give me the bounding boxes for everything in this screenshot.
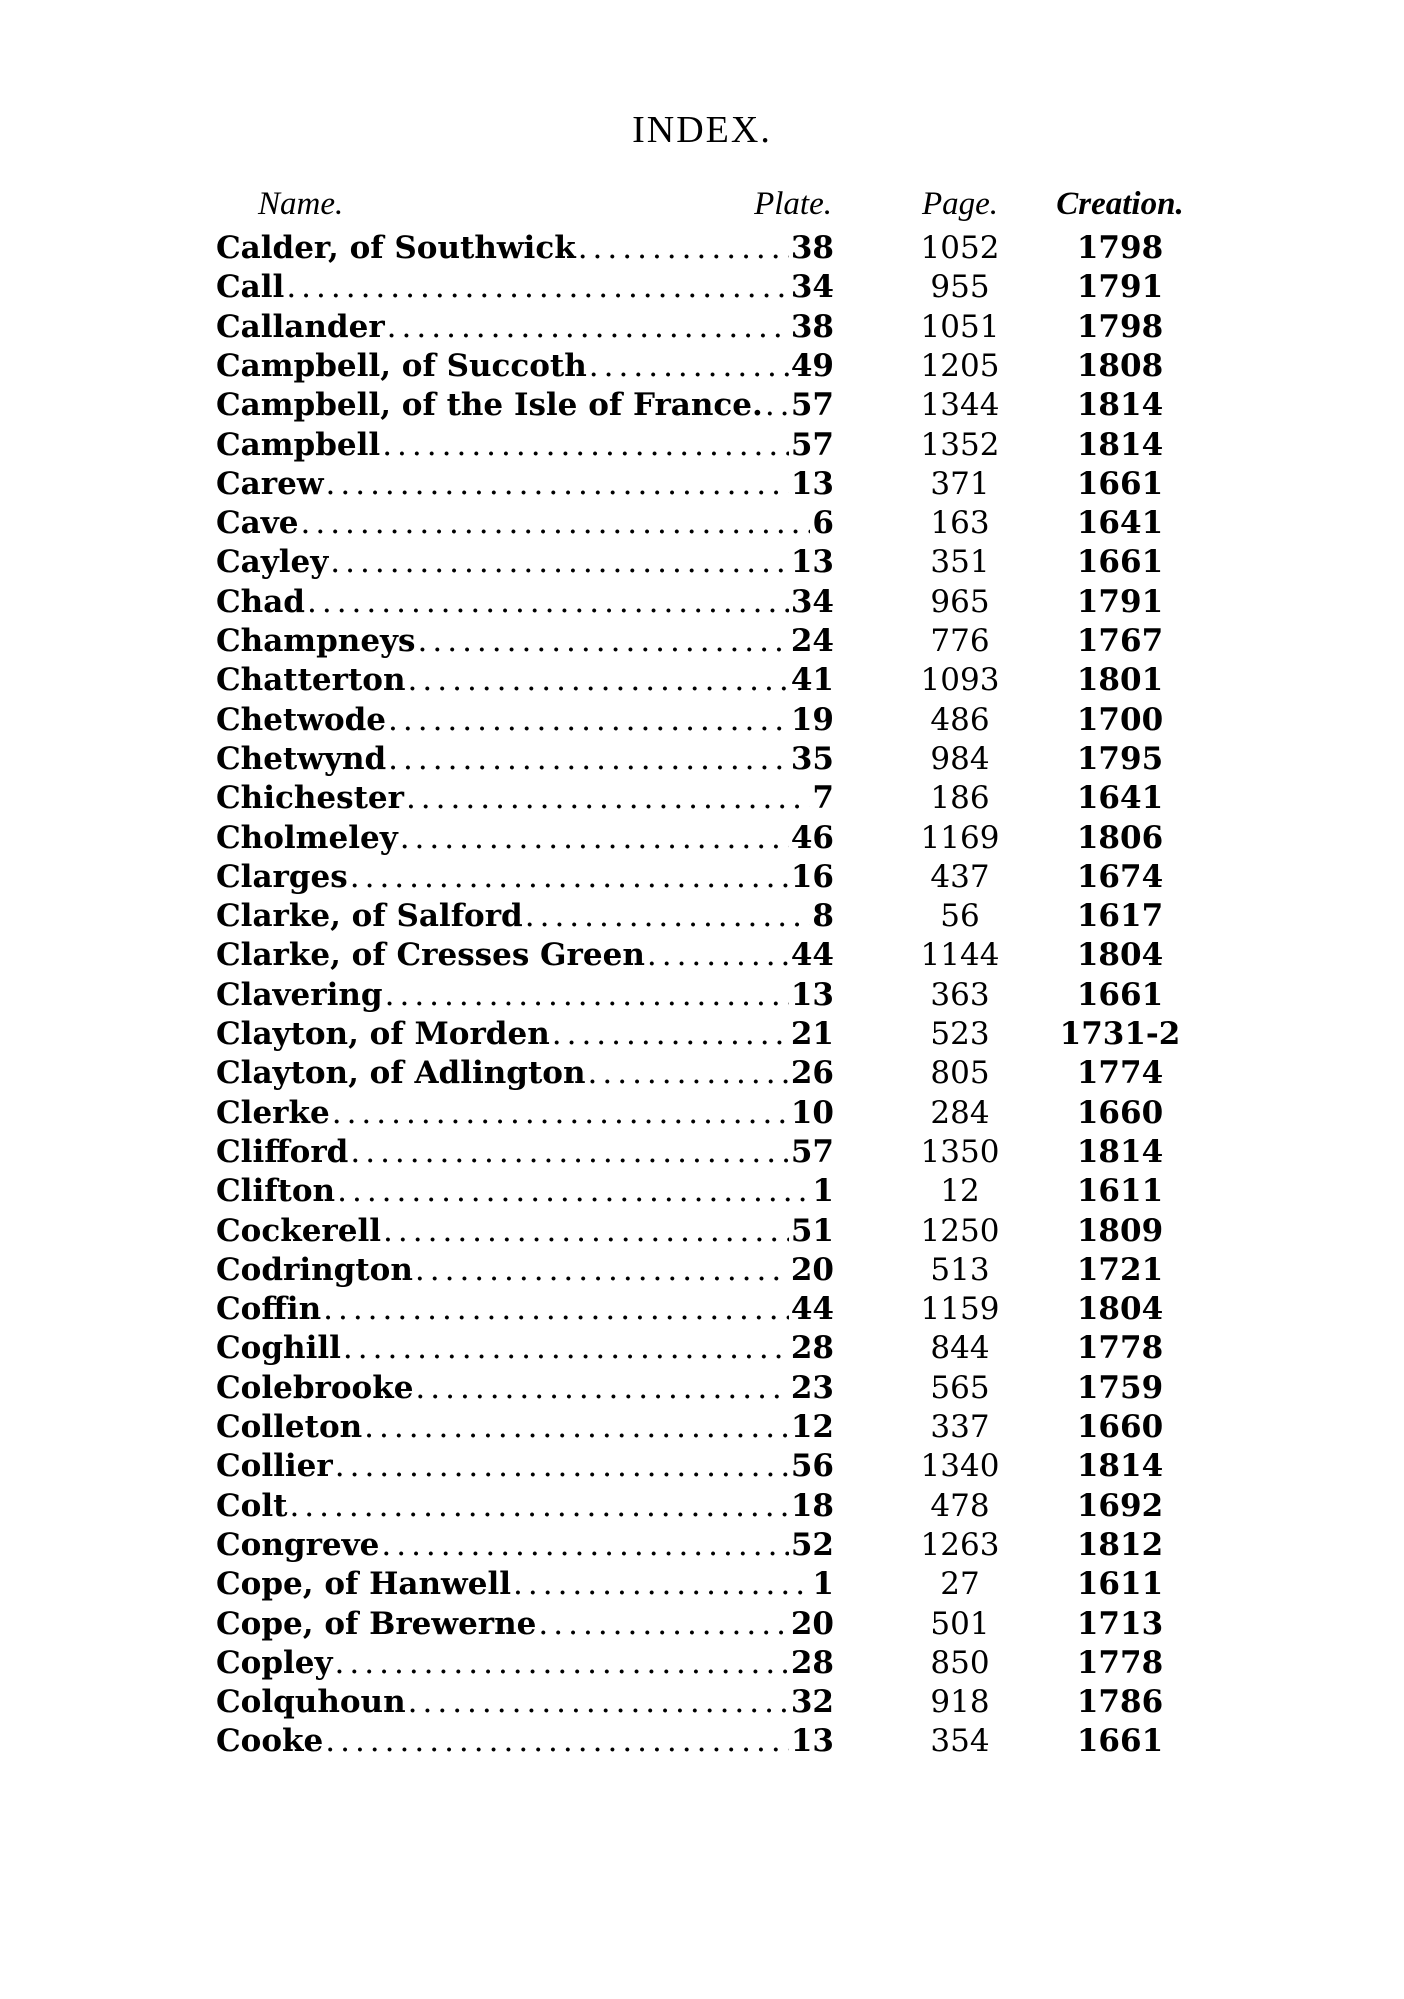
dot-leader	[415, 1368, 788, 1408]
entry-plate: 51	[790, 1212, 834, 1249]
index-row	[0, 975, 1404, 1015]
entry-creation: 1804	[1076, 1291, 1164, 1328]
entry-page: 965	[930, 583, 990, 620]
entry-plate: 28	[790, 1330, 834, 1367]
entry-plate: 18	[790, 1487, 834, 1524]
entry-name: Clarges	[216, 858, 348, 895]
entry-creation: 1661	[1076, 465, 1164, 502]
entry-page: 955	[930, 269, 990, 306]
dot-leader	[388, 700, 789, 740]
entry-creation: 1721	[1076, 1251, 1164, 1288]
entry-name: Cockerell	[216, 1212, 382, 1249]
index-row	[0, 307, 1404, 347]
index-row	[0, 425, 1404, 465]
index-row	[0, 1093, 1404, 1133]
entry-plate: 57	[790, 426, 834, 463]
entry-name: Calder, of Southwick	[216, 230, 576, 266]
dot-leader	[552, 1014, 789, 1054]
entry-name: Chad	[216, 583, 305, 620]
index-row	[0, 464, 1404, 504]
index-row	[0, 1328, 1404, 1368]
entry-plate: 46	[790, 819, 834, 856]
entry-creation: 1692	[1076, 1487, 1164, 1524]
entry-page: 805	[930, 1055, 990, 1092]
index-row	[0, 1250, 1404, 1290]
entry-creation: 1617	[1076, 898, 1164, 935]
entry-plate: 13	[790, 544, 834, 581]
entry-creation: 1641	[1076, 505, 1164, 542]
index-row	[0, 1604, 1404, 1644]
index-row	[0, 503, 1404, 543]
entry-creation: 1641	[1076, 780, 1164, 817]
entry-plate: 19	[790, 701, 834, 738]
entry-name: Clerke	[216, 1094, 330, 1131]
index-row	[0, 621, 1404, 661]
entry-page: 1052	[920, 230, 1000, 266]
entry-creation: 1713	[1076, 1605, 1164, 1642]
dot-leader	[513, 1564, 810, 1604]
entry-page: 1093	[920, 662, 1000, 699]
entry-page: 363	[930, 976, 990, 1013]
index-row	[0, 1171, 1404, 1211]
index-row	[0, 739, 1404, 779]
entry-name-and-plate	[216, 1053, 834, 1093]
entry-name-and-plate	[216, 1682, 834, 1722]
entry-name: Clifford	[216, 1133, 349, 1170]
entry-name-and-plate	[216, 425, 834, 465]
index-row	[0, 1289, 1404, 1329]
entry-name: Colt	[216, 1487, 288, 1524]
entry-name: Cope, of Hanwell	[216, 1566, 512, 1603]
entry-creation: 1731-2	[1059, 1016, 1181, 1052]
entry-creation: 1791	[1076, 583, 1164, 620]
column-header-plate: Plate.	[754, 186, 832, 222]
entry-page: 56	[940, 898, 980, 935]
dot-leader	[337, 1171, 810, 1211]
entry-name-and-plate	[216, 1564, 834, 1604]
entry-name: Chatterton	[216, 662, 406, 699]
index-row	[0, 1643, 1404, 1683]
entry-plate: 57	[790, 1133, 834, 1170]
entry-name: Cooke	[216, 1723, 324, 1760]
dot-leader	[589, 346, 789, 386]
entry-page: 163	[930, 505, 990, 542]
entry-page: 1051	[920, 308, 1000, 345]
entry-name: Champneys	[216, 623, 416, 659]
entry-creation: 1814	[1076, 1133, 1164, 1170]
entry-name: Coffin	[216, 1291, 322, 1328]
index-row	[0, 1721, 1404, 1761]
entry-name: Cayley	[216, 544, 329, 581]
entry-plate: 34	[790, 269, 834, 306]
entry-creation: 1660	[1076, 1094, 1164, 1131]
entry-name: Colebrooke	[216, 1369, 414, 1406]
entry-page: 27	[940, 1566, 980, 1603]
entry-plate: 6	[812, 505, 834, 542]
entry-creation: 1814	[1076, 1448, 1164, 1485]
dot-leader	[343, 1328, 789, 1368]
entry-page: 501	[930, 1605, 990, 1642]
entry-creation: 1801	[1076, 662, 1164, 699]
entry-page: 1250	[920, 1212, 1000, 1249]
entry-name-and-plate	[216, 621, 834, 661]
entry-creation: 1806	[1076, 819, 1164, 856]
entry-plate: 52	[790, 1526, 834, 1563]
entry-name: Copley	[216, 1644, 333, 1681]
entry-page: 1159	[920, 1291, 1000, 1328]
entry-creation: 1786	[1076, 1684, 1164, 1721]
entry-plate: 1	[812, 1173, 834, 1210]
entry-plate: 20	[790, 1605, 834, 1642]
dot-leader	[325, 1721, 789, 1761]
entry-name-and-plate	[216, 1328, 834, 1368]
dot-leader	[525, 896, 811, 936]
entry-plate: 1	[812, 1566, 834, 1603]
entry-name: Call	[216, 269, 285, 306]
entry-plate: 12	[790, 1409, 834, 1445]
entry-plate: 57	[790, 387, 834, 424]
entry-plate: 38	[790, 230, 834, 266]
entry-name: Carew	[216, 465, 324, 502]
entry-name-and-plate	[216, 1643, 834, 1683]
entry-name: Clifton	[216, 1173, 336, 1210]
entry-plate: 32	[790, 1684, 834, 1721]
entry-plate: 13	[790, 976, 834, 1013]
entry-name: Campbell, of Succoth	[216, 347, 587, 384]
entry-name-and-plate	[216, 896, 834, 936]
entry-name-and-plate	[216, 700, 834, 740]
index-row	[0, 857, 1404, 897]
entry-page: 1350	[920, 1133, 1000, 1170]
dot-leader	[383, 1211, 789, 1251]
column-header-creation: Creation.	[1056, 186, 1184, 222]
entry-plate: 16	[790, 858, 834, 895]
entry-creation: 1778	[1076, 1330, 1164, 1367]
entry-name: Congreve	[216, 1526, 380, 1563]
entry-page: 486	[930, 701, 990, 738]
column-header-row	[0, 186, 1404, 226]
entry-name: Clayton, of Adlington	[216, 1055, 586, 1092]
entry-name-and-plate	[216, 228, 834, 268]
entry-plate: 49	[790, 347, 834, 384]
index-row	[0, 700, 1404, 740]
entry-name: Cholmeley	[216, 819, 398, 856]
dot-leader	[381, 1525, 789, 1565]
entry-creation: 1759	[1076, 1369, 1164, 1406]
dot-leader	[408, 660, 789, 700]
entry-name-and-plate	[216, 1171, 834, 1211]
entry-creation: 1700	[1076, 701, 1164, 738]
entry-name-and-plate	[216, 1289, 834, 1329]
entry-page: 523	[930, 1016, 990, 1052]
entry-name-and-plate	[216, 1093, 834, 1133]
entry-plate: 56	[790, 1448, 834, 1485]
entry-name: Colleton	[216, 1409, 363, 1445]
index-row	[0, 1446, 1404, 1486]
index-row	[0, 542, 1404, 582]
entry-name-and-plate	[216, 1446, 834, 1486]
entry-name: Chetwynd	[216, 740, 387, 777]
entry-name-and-plate	[216, 1368, 834, 1408]
entry-name: Clayton, of Morden	[216, 1016, 550, 1052]
entry-name: Cave	[216, 505, 299, 542]
entry-name-and-plate	[216, 818, 834, 858]
entry-page: 1263	[920, 1526, 1000, 1563]
entry-name: Callander	[216, 308, 385, 345]
index-row	[0, 778, 1404, 818]
entry-creation: 1674	[1076, 858, 1164, 895]
page-title: INDEX.	[632, 109, 772, 151]
entry-page: 337	[930, 1409, 990, 1445]
entry-name: Cope, of Brewerne	[216, 1605, 537, 1642]
dot-leader	[765, 385, 789, 425]
entry-plate: 13	[790, 465, 834, 502]
dot-leader	[289, 1486, 788, 1526]
entry-plate: 28	[790, 1644, 834, 1681]
index-row	[0, 1053, 1404, 1093]
entry-name-and-plate	[216, 1014, 834, 1054]
entry-name-and-plate	[216, 542, 834, 582]
column-header-name: Name.	[258, 186, 344, 222]
entry-page: 478	[930, 1487, 990, 1524]
entry-name: Campbell, of the Isle of France.	[216, 387, 763, 424]
entry-plate: 35	[790, 740, 834, 777]
entry-page: 918	[930, 1684, 990, 1721]
entry-name-and-plate	[216, 267, 834, 307]
index-row	[0, 1564, 1404, 1604]
entry-page: 284	[930, 1094, 990, 1131]
entry-creation: 1798	[1076, 230, 1164, 266]
entry-page: 1344	[920, 387, 1000, 424]
index-row	[0, 267, 1404, 307]
dot-leader	[364, 1407, 789, 1447]
entry-creation: 1778	[1076, 1644, 1164, 1681]
dot-leader	[323, 1289, 789, 1329]
entry-name-and-plate	[216, 1604, 834, 1644]
index-row	[0, 1132, 1404, 1172]
entry-creation: 1661	[1076, 976, 1164, 1013]
dot-leader	[387, 307, 789, 347]
dot-leader	[385, 975, 789, 1015]
entry-creation: 1661	[1076, 1723, 1164, 1760]
entry-name: Chetwode	[216, 701, 387, 738]
entry-page: 351	[930, 544, 990, 581]
entry-creation: 1814	[1076, 387, 1164, 424]
entry-name: Clarke, of Cresses Green	[216, 937, 645, 974]
index-row	[0, 660, 1404, 700]
index-row	[0, 385, 1404, 425]
entry-name-and-plate	[216, 1211, 834, 1251]
entry-creation: 1809	[1076, 1212, 1164, 1249]
entry-plate: 34	[790, 583, 834, 620]
index-row	[0, 1014, 1404, 1054]
entry-page: 1169	[920, 819, 1000, 856]
entry-name: Campbell	[216, 426, 381, 463]
entry-name: Coghill	[216, 1330, 341, 1367]
dot-leader	[350, 857, 789, 897]
entry-plate: 10	[790, 1094, 834, 1131]
entry-name-and-plate	[216, 935, 834, 975]
dot-leader	[332, 1093, 789, 1133]
entry-plate: 41	[790, 662, 834, 699]
index-row	[0, 1486, 1404, 1526]
entry-page: 1144	[920, 937, 1000, 974]
entry-name-and-plate	[216, 1250, 834, 1290]
index-row	[0, 896, 1404, 936]
entry-plate: 23	[790, 1369, 834, 1406]
entry-page: 186	[930, 780, 990, 817]
entry-page: 513	[930, 1251, 990, 1288]
index-row	[0, 582, 1404, 622]
entry-plate: 24	[790, 623, 834, 659]
entry-creation: 1611	[1076, 1173, 1164, 1210]
entry-name-and-plate	[216, 660, 834, 700]
entry-page: 776	[930, 623, 990, 659]
dot-leader	[286, 267, 789, 307]
entry-name-and-plate	[216, 1486, 834, 1526]
index-row	[0, 1682, 1404, 1722]
entry-name-and-plate	[216, 975, 834, 1015]
entry-page: 371	[930, 465, 990, 502]
entry-plate: 26	[790, 1055, 834, 1092]
entry-name-and-plate	[216, 346, 834, 386]
dot-leader	[647, 935, 789, 975]
entry-name: Clarke, of Salford	[216, 898, 523, 935]
dot-leader	[335, 1446, 789, 1486]
entry-page: 1205	[920, 347, 1000, 384]
entry-creation: 1791	[1076, 269, 1164, 306]
entry-name-and-plate	[216, 464, 834, 504]
entry-name-and-plate	[216, 778, 834, 818]
entry-name: Clavering	[216, 976, 383, 1013]
entry-name-and-plate	[216, 307, 834, 347]
entry-page: 1340	[920, 1448, 1000, 1485]
entry-page: 12	[940, 1173, 980, 1210]
entry-page: 984	[930, 740, 990, 777]
entry-plate: 44	[790, 1291, 834, 1328]
dot-leader	[330, 542, 789, 582]
dot-leader	[408, 1682, 789, 1722]
index-row	[0, 1211, 1404, 1251]
entry-creation: 1774	[1076, 1055, 1164, 1092]
dot-leader	[326, 464, 789, 504]
entry-name-and-plate	[216, 582, 834, 622]
entry-creation: 1804	[1076, 937, 1164, 974]
index-row	[0, 1525, 1404, 1565]
entry-plate: 38	[790, 308, 834, 345]
entry-plate: 8	[812, 898, 834, 935]
index-row	[0, 935, 1404, 975]
dot-leader	[538, 1604, 788, 1644]
entry-creation: 1660	[1076, 1409, 1164, 1445]
entry-creation: 1767	[1076, 623, 1164, 659]
dot-leader	[578, 228, 789, 268]
entry-plate: 13	[790, 1723, 834, 1760]
entry-creation: 1812	[1076, 1526, 1164, 1563]
entry-creation: 1798	[1076, 308, 1164, 345]
entry-plate: 7	[812, 780, 834, 817]
entry-name: Colquhoun	[216, 1684, 406, 1721]
entry-creation: 1808	[1076, 347, 1164, 384]
entry-plate: 44	[790, 937, 834, 974]
entry-page: 844	[930, 1330, 990, 1367]
index-row	[0, 346, 1404, 386]
entry-creation: 1795	[1076, 740, 1164, 777]
index-row	[0, 1368, 1404, 1408]
dot-leader	[415, 1250, 789, 1290]
entry-creation: 1661	[1076, 544, 1164, 581]
entry-name-and-plate	[216, 503, 834, 543]
dot-leader	[400, 818, 789, 858]
entry-name-and-plate	[216, 1132, 834, 1172]
dot-leader	[388, 739, 789, 779]
dot-leader	[406, 778, 810, 818]
entry-name-and-plate	[216, 1525, 834, 1565]
dot-leader	[301, 503, 811, 543]
dot-leader	[335, 1643, 789, 1683]
dot-leader	[307, 582, 789, 622]
entry-plate: 20	[790, 1251, 834, 1288]
dot-leader	[382, 425, 789, 465]
index-row	[0, 1407, 1404, 1447]
dot-leader	[588, 1053, 789, 1093]
column-header-page: Page.	[921, 186, 999, 222]
entry-name: Collier	[216, 1448, 333, 1485]
entry-page: 850	[930, 1644, 990, 1681]
entry-name-and-plate	[216, 1407, 834, 1447]
entry-name-and-plate	[216, 739, 834, 779]
dot-leader	[350, 1132, 789, 1172]
entry-name: Chichester	[216, 780, 404, 817]
entry-plate: 21	[790, 1016, 834, 1052]
index-row	[0, 228, 1404, 268]
entry-creation: 1611	[1076, 1566, 1164, 1603]
dot-leader	[418, 621, 789, 661]
entry-page: 437	[930, 858, 990, 895]
entry-page: 354	[930, 1723, 990, 1760]
entry-name: Codrington	[216, 1251, 413, 1288]
entry-name-and-plate	[216, 385, 834, 425]
entry-name-and-plate	[216, 1721, 834, 1761]
index-row	[0, 818, 1404, 858]
entry-name-and-plate	[216, 857, 834, 897]
entry-creation: 1814	[1076, 426, 1164, 463]
entry-page: 1352	[920, 426, 1000, 463]
entry-page: 565	[930, 1369, 990, 1406]
